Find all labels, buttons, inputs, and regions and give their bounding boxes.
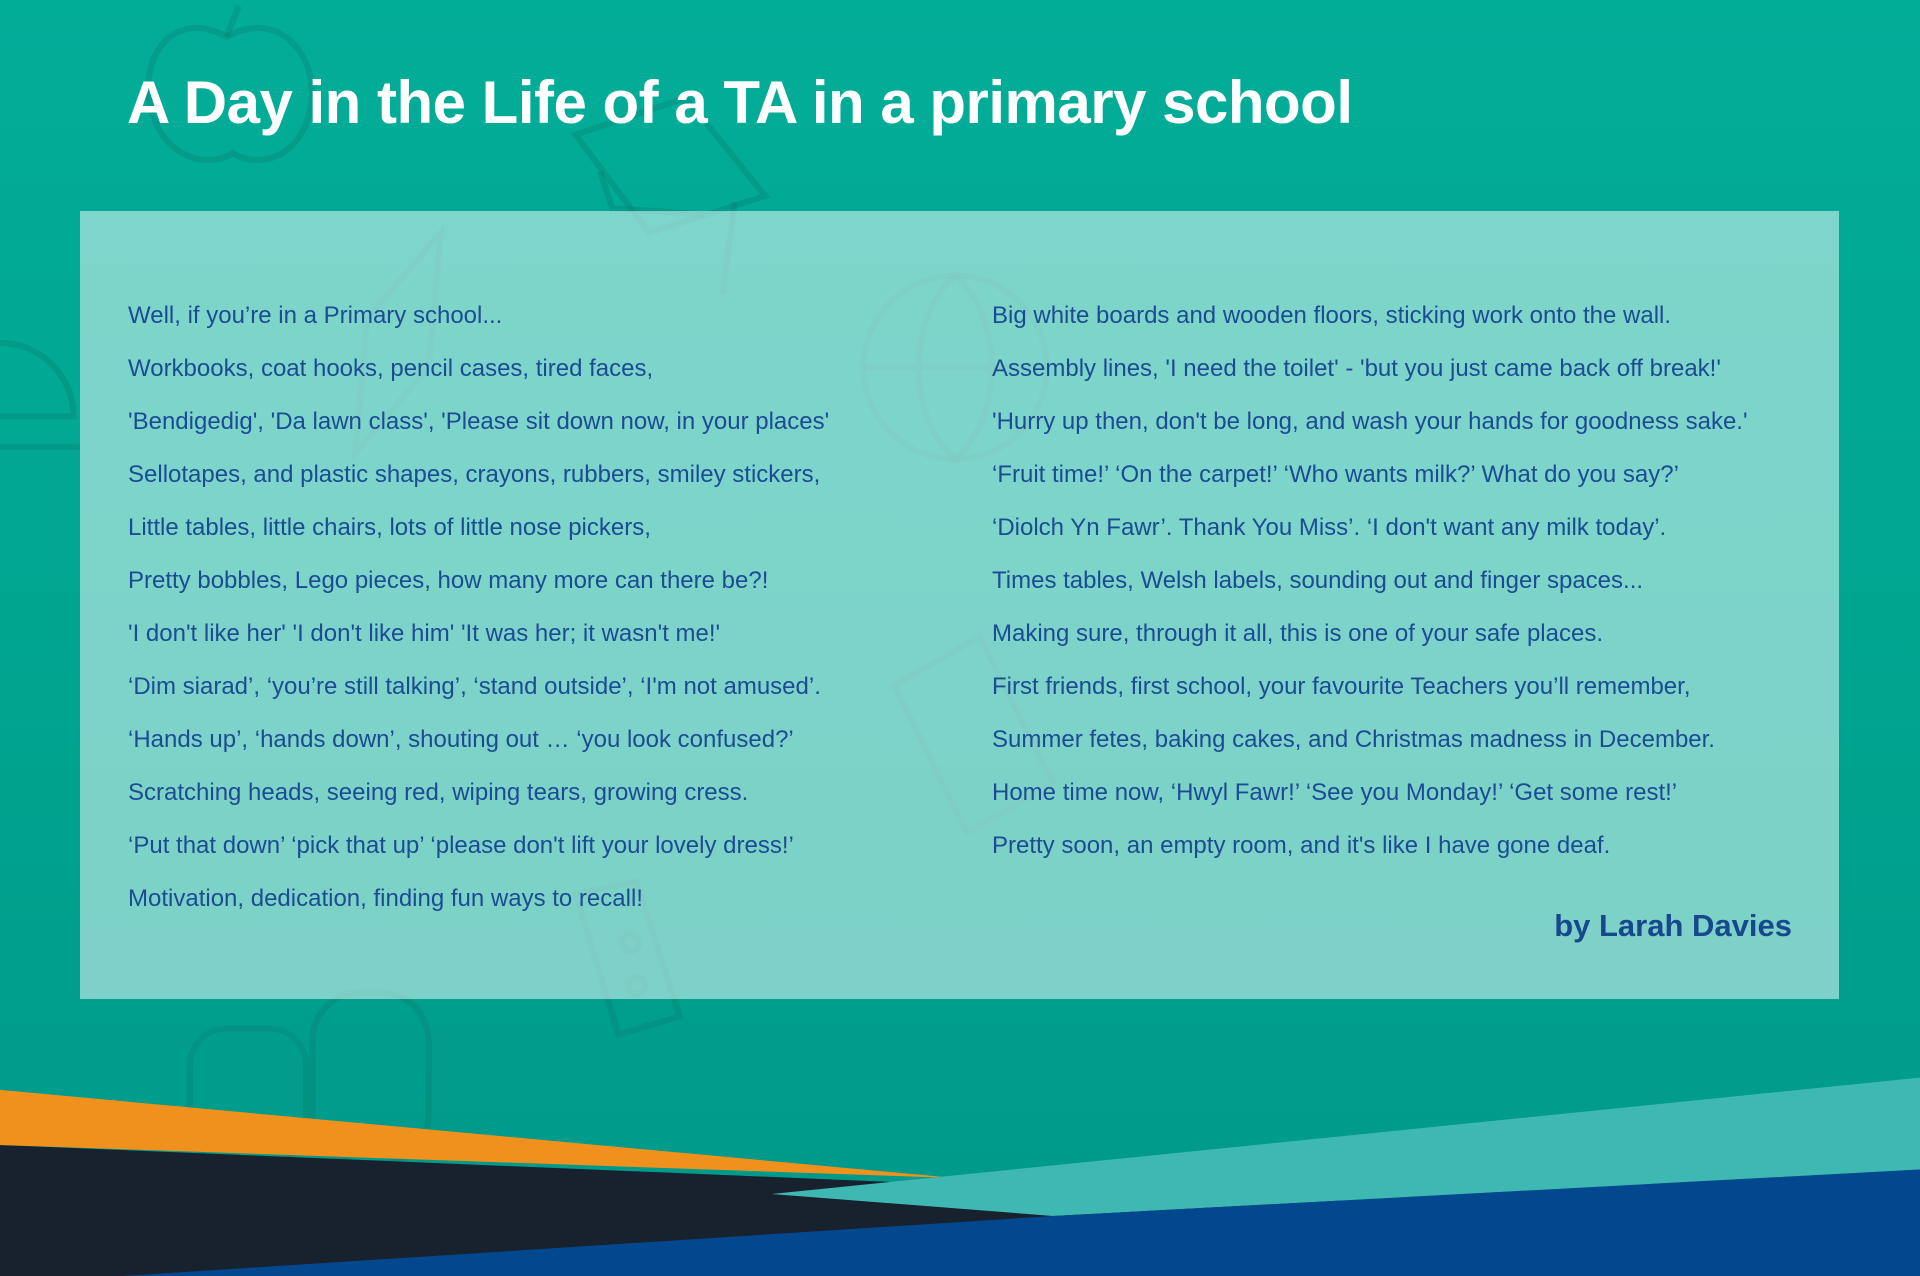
poem-line: ‘Hands up’, ‘hands down’, shouting out … ‘you look confused?’ (128, 726, 794, 753)
poem-line: ‘Diolch Yn Fawr’. Thank You Miss’. ‘I don't want any milk today’. (992, 514, 1667, 541)
poem-line: Motivation, dedication, finding fun ways to recall! (128, 885, 643, 912)
poem-line: 'Hurry up then, don't be long, and wash your hands for goodness sake.' (992, 408, 1748, 435)
poem-line: Well, if you’re in a Primary school... (128, 302, 503, 329)
poem-line: ‘Fruit time!’ ‘On the carpet!’ ‘Who wants milk?’ What do you say?’ (992, 461, 1679, 488)
poem-line: Little tables, little chairs, lots of little nose pickers, (128, 514, 651, 541)
poem-line: 'I don't like her' 'I don't like him' 'It was her; it wasn't me!' (128, 620, 721, 647)
poem-line: Making sure, through it all, this is one of your safe places. (992, 620, 1603, 647)
poem-line: Assembly lines, 'I need the toilet' - 'but you just came back off break!' (992, 355, 1721, 382)
poem-line: ‘Put that down’ ‘pick that up’ ‘please don't lift your lovely dress!’ (128, 832, 794, 859)
poem-line: Home time now, ‘Hwyl Fawr!’ ‘See you Monday!’ ‘Get some rest!’ (992, 779, 1678, 806)
poem-line: Scratching heads, seeing red, wiping tears, growing cress. (128, 779, 749, 806)
poem-line: First friends, first school, your favourite Teachers you’ll remember, (992, 673, 1691, 700)
poem-line: Pretty bobbles, Lego pieces, how many more can there be?! (128, 567, 769, 594)
poem-line: Times tables, Welsh labels, sounding out and finger spaces... (992, 567, 1644, 594)
poem-line: Big white boards and wooden floors, sticking work onto the wall. (992, 302, 1672, 329)
page-title: A Day in the Life of a TA in a primary school (127, 69, 1353, 136)
poem-line: Sellotapes, and plastic shapes, crayons, rubbers, smiley stickers, (128, 461, 821, 488)
poem-line: Pretty soon, an empty room, and it's like I have gone deaf. (992, 832, 1611, 859)
poem-line: 'Bendigedig', 'Da lawn class', 'Please sit down now, in your places' (128, 408, 830, 435)
poem-line: ‘Dim siarad’, ‘you’re still talking’, ‘stand outside’, ‘I'm not amused’. (128, 673, 821, 700)
author-byline: by Larah Davies (1554, 908, 1792, 943)
poem-line: Summer fetes, baking cakes, and Christmas madness in December. (992, 726, 1715, 753)
poem-line: Workbooks, coat hooks, pencil cases, tired faces, (128, 355, 654, 382)
